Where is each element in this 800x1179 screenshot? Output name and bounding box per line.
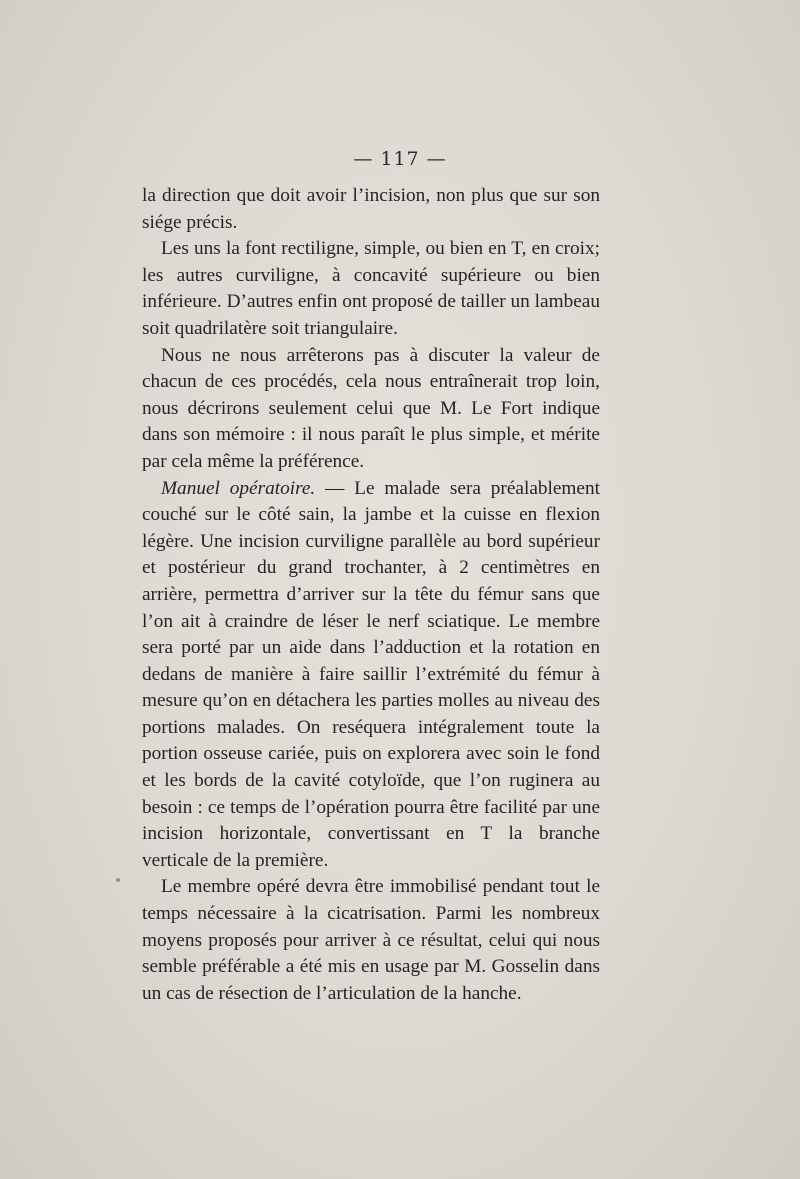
paragraph-le-fort-method <box>142 343 600 476</box>
paragraph-continuation <box>142 183 600 236</box>
paragraph-text: Les uns la font rectiligne, simple, ou bien en T, en croix; les autres curviligne, à concavité supérieure ou bien inférieure. D’autres enfin ont proposé de tailler un lambeau soit quadrilatère soit triangulaire. <box>142 238 600 339</box>
ink-speck <box>116 878 120 882</box>
paragraph-incision-types <box>142 236 600 342</box>
page-body <box>142 183 600 1007</box>
page-number: — 117 — <box>353 148 447 170</box>
paragraph-text: la direction que doit avoir l’incision, non plus que sur son siége précis. <box>142 185 600 233</box>
paragraph-text: Le membre opéré devra être immobilisé pendant tout le temps nécessaire à la cicatrisation. Parmi les nombreux moyens proposés pour arriver à ce résultat, celui qui nous semble préférable a été mis en usage par M. Gosselin dans un cas de résection de l’articulation de la hanche. <box>142 876 600 1004</box>
section-lead-title: Manuel opératoire. <box>161 477 316 499</box>
paragraph-immobilisation <box>142 874 600 1007</box>
paragraph-manuel-operatoire <box>142 476 600 875</box>
paragraph-text: — Le malade sera préalablement couché sur le côté sain, la jambe et la cuisse en flexion légère. Une incision curviligne parallèle au bord supérieur et postérieur du grand trochanter, à 2 centimètres en arrière, permettra d’arriver sur la tête du fémur sans que l’on ait à craindre de léser le nerf sciatique. Le membre sera porté par un aide dans l’adduction et la rotation en dedans de manière à faire saillir l’extrémité du fémur à mesure qu’on en détachera les parties molles au niveau des portions malades. On reséquera intégralement toute la portion osseuse cariée, puis on explorera avec soin le fond et les bords de la cavité cotyloïde, que l’on ruginera au besoin : ce temps de l’opération pourra être facilité par une incision horizontale, convertissant en T la branche verticale de la première. <box>142 477 600 871</box>
paragraph-text: Nous ne nous arrêterons pas à discuter la valeur de chacun de ces procédés, cela nous entraînerait trop loin, nous décrirons seulement celui que M. Le Fort indique dans son mémoire : il nous paraît le plus simple, et mérite par cela même la préférence. <box>142 344 600 472</box>
